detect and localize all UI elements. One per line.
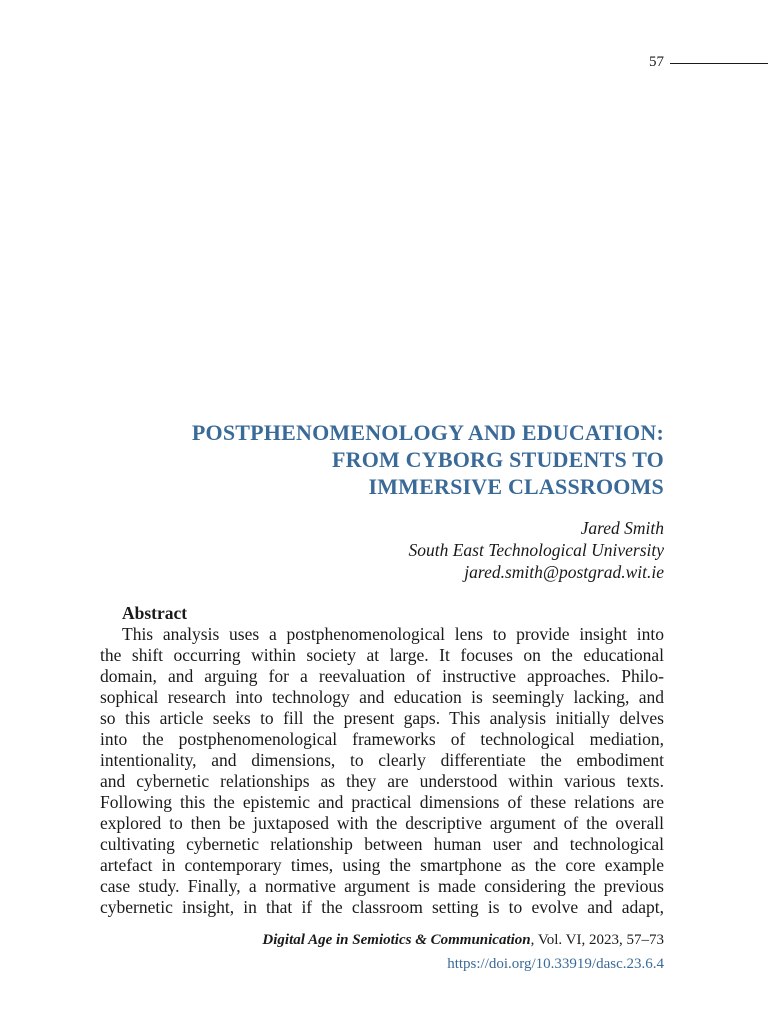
doi-link[interactable]: https://doi.org/10.33919/dasc.23.6.4 (447, 956, 664, 972)
abstract-line: the shift occurring within society at large. It focuses on the educational (100, 645, 664, 665)
title-line: IMMERSIVE CLASSROOMS (368, 474, 664, 499)
abstract-line: intentionality, and dimensions, to clearly differentiate the embodiment (100, 750, 664, 770)
abstract-line: so this article seeks to fill the present gaps. This analysis initially delves (100, 708, 664, 728)
author-affiliation: South East Technological University (408, 540, 664, 560)
page-number: 57 (649, 54, 664, 70)
abstract-heading: Abstract (122, 603, 188, 623)
header-rule (670, 63, 768, 64)
abstract-line: explored to then be juxtaposed with the descriptive argument of the overall (100, 813, 664, 833)
title-line: FROM CYBORG STUDENTS TO (331, 447, 664, 472)
abstract-line: case study. Finally, a normative argument is made considering the previous (100, 876, 664, 896)
journal-citation (164, 930, 664, 950)
author-email[interactable]: jared.smith@postgrad.wit.ie (464, 562, 664, 582)
abstract-line: This analysis uses a postphenomenological lens to provide insight into (122, 624, 664, 644)
journal-details: , Vol. VI, 2023, 57–73 (530, 932, 664, 948)
abstract-body (100, 624, 664, 918)
author-name: Jared Smith (580, 518, 664, 538)
paper-title (104, 419, 664, 500)
abstract-line: cybernetic insight, in that if the classroom setting is to evolve and adapt, (100, 897, 664, 917)
abstract-line: sophical research into technology and education is seemingly lacking, and (100, 687, 664, 707)
author-block (264, 517, 664, 583)
abstract-line: into the postphenomenological frameworks of technological mediation, (100, 729, 664, 749)
journal-name: Digital Age in Semiotics & Communication (262, 932, 531, 948)
abstract-line: cultivating cybernetic relationship between human user and technological (100, 834, 664, 854)
abstract-line: and cybernetic relationships as they are understood within various texts. (100, 771, 664, 791)
abstract-line: Following this the epistemic and practical dimensions of these relations are (100, 792, 664, 812)
abstract-line: domain, and arguing for a reevaluation of instructive approaches. Philo- (100, 666, 664, 686)
title-line: POSTPHENOMENOLOGY AND EDUCATION: (191, 420, 664, 445)
abstract-line: artefact in contemporary times, using the smartphone as the core example (100, 855, 664, 875)
